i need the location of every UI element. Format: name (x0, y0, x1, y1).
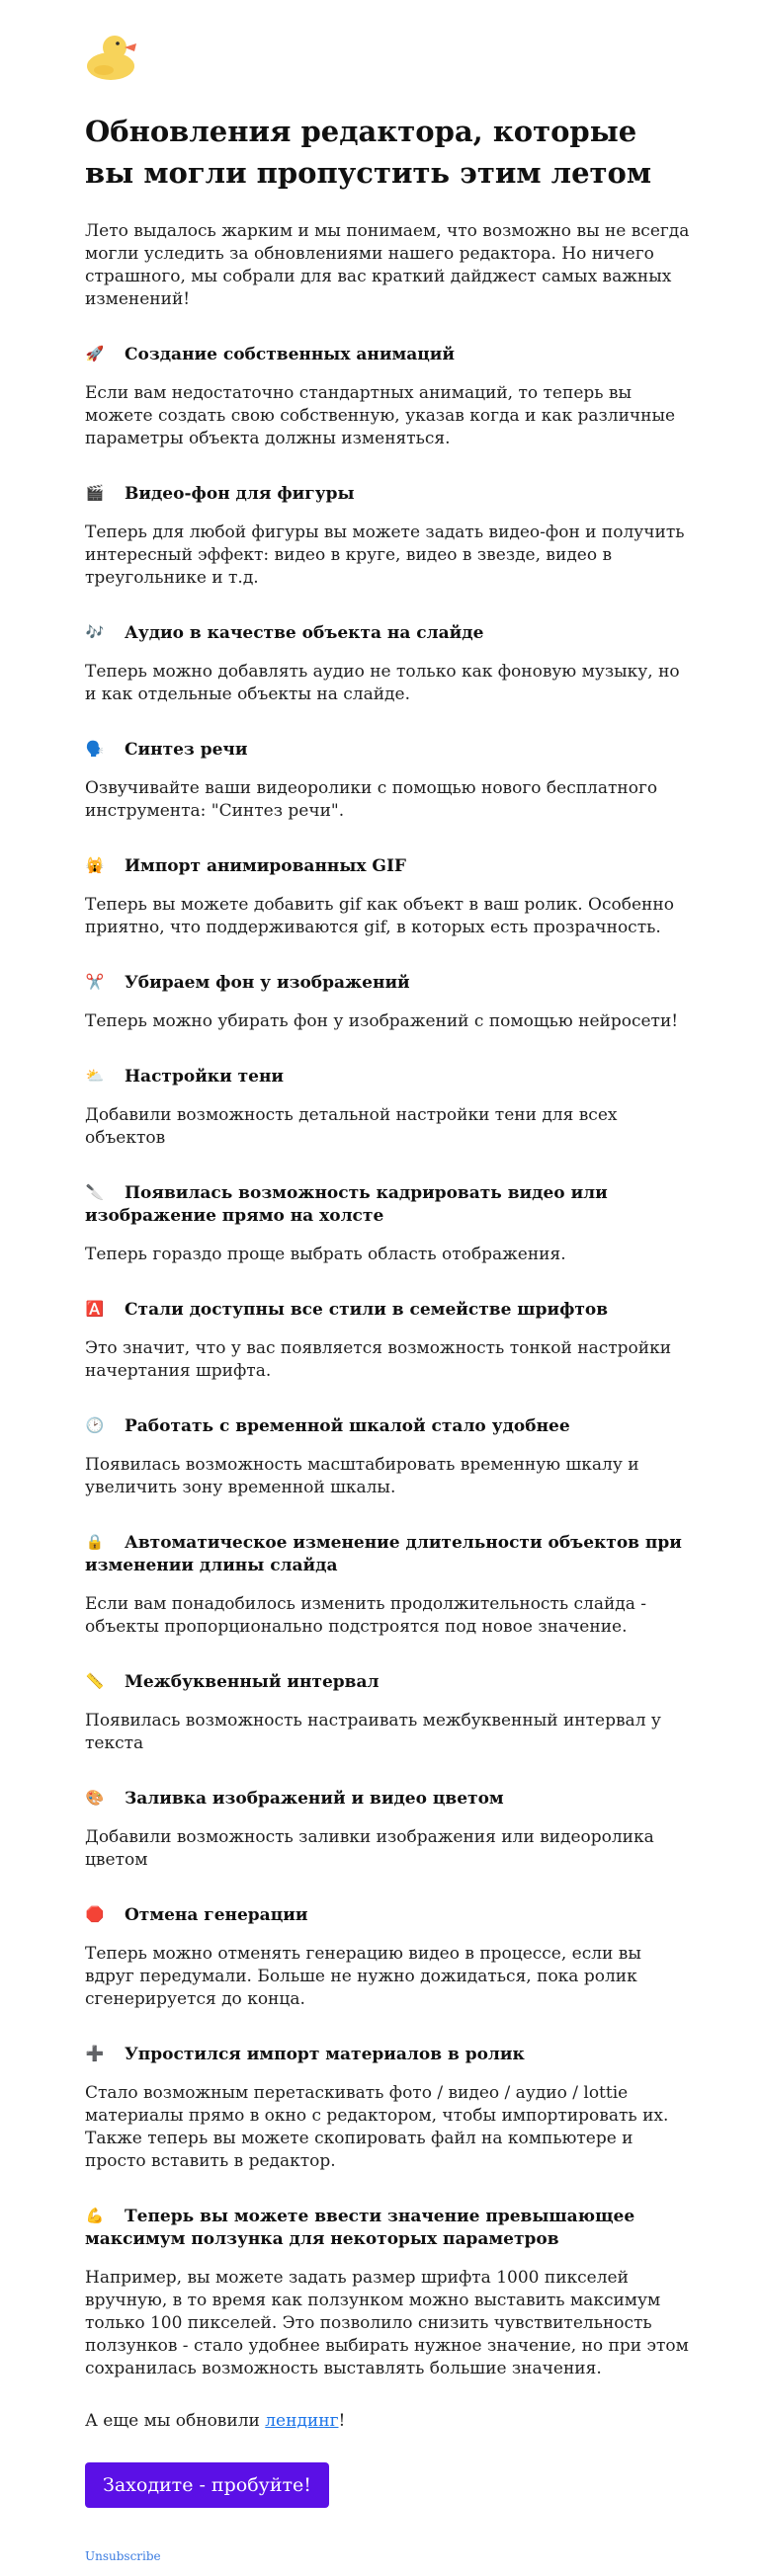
section-title (85, 855, 690, 878)
palette-icon: 🎨 (85, 1789, 105, 1807)
section-text: Теперь гораздо проще выбрать область отображения. (85, 1245, 566, 1264)
section-title (85, 2044, 690, 2066)
section-title-text: Появилась возможность кадрировать видео или изображение прямо на холсте (85, 1183, 608, 1226)
section-simplified-import (85, 2044, 690, 2173)
landing-note-suffix: ! (338, 2411, 346, 2431)
section-text: Появилась возможность настраивать межбуквенный интервал у текста (85, 1711, 661, 1753)
rocket-icon: 🚀 (85, 345, 105, 362)
section-title-text: Аудио в качестве объекта на слайде (125, 623, 484, 643)
music-notes-icon: 🎶 (85, 623, 105, 641)
section-title (85, 1532, 690, 1577)
letter-a-icon: 🅰️ (85, 1300, 105, 1318)
section-text: Теперь можно убирать фон у изображений с помощью нейросети! (85, 1011, 679, 1031)
sun-cloud-icon: ⛅ (85, 1067, 105, 1085)
section-title (85, 1415, 690, 1438)
section-gif-import (85, 855, 690, 939)
section-audio-object (85, 622, 690, 706)
section-title (85, 1182, 690, 1228)
section-title-text: Заливка изображений и видео цветом (125, 1789, 504, 1809)
stop-sign-icon: 🛑 (85, 1905, 105, 1923)
section-title-text: Отмена генерации (125, 1905, 308, 1925)
section-text: Стало возможным перетаскивать фото / видео / аудио / lottie материалы прямо в окно с редактором, чтобы импортировать их. Также теперь вы можете скопировать файл на компьютере и просто вставить в редактор. (85, 2083, 669, 2171)
duck-logo-icon (85, 32, 140, 81)
section-speech-synthesis (85, 739, 690, 823)
section-title-text: Убираем фон у изображений (125, 973, 410, 993)
section-title-text: Импорт анимированных GIF (125, 856, 406, 876)
section-text: Добавили возможность заливки изображения или видеоролика цветом (85, 1827, 654, 1870)
section-title (85, 739, 690, 762)
email-content (85, 32, 690, 2564)
section-text: Появилась возможность масштабировать временную шкалу и увеличить зону временной шкалы. (85, 1455, 639, 1497)
section-slider-over-max (85, 2206, 690, 2380)
section-title (85, 1904, 690, 1927)
unsubscribe-link[interactable]: Unsubscribe (85, 2549, 161, 2563)
section-title-text: Видео-фон для фигуры (125, 484, 355, 504)
section-background-removal (85, 972, 690, 1033)
page-title: Обновления редактора, которые вы могли пропустить этим летом (85, 115, 652, 190)
speaking-head-icon: 🗣️ (85, 740, 105, 758)
clock-icon: 🕑 (85, 1416, 105, 1434)
section-timeline (85, 1415, 690, 1499)
section-title-text: Стали доступны все стили в семействе шрифтов (125, 1300, 609, 1320)
landing-note-prefix: А еще мы обновили (85, 2411, 266, 2431)
section-title (85, 1299, 690, 1322)
surprised-cat-icon: 🙀 (85, 856, 105, 874)
section-letter-spacing (85, 1671, 690, 1755)
section-title-text: Автоматическое изменение длительности объектов при изменении длины слайда (85, 1533, 682, 1575)
section-crop-on-canvas (85, 1182, 690, 1266)
section-title (85, 1671, 690, 1694)
section-title (85, 622, 690, 645)
section-title (85, 344, 690, 366)
section-title (85, 2206, 690, 2251)
scissors-icon: ✂️ (85, 973, 105, 991)
flexed-biceps-icon: 💪 (85, 2207, 105, 2224)
section-text: Теперь для любой фигуры вы можете задать видео-фон и получить интересный эффект: видео в круге, видео в звезде, видео в треугольнике и т.д. (85, 523, 685, 588)
landing-note (85, 2410, 690, 2433)
section-text: Это значит, что у вас появляется возможность тонкой настройки начертания шрифта. (85, 1338, 672, 1381)
section-font-styles (85, 1299, 690, 1383)
update-sections (85, 344, 690, 2380)
section-title (85, 972, 690, 995)
lock-icon: 🔒 (85, 1533, 105, 1551)
section-text: Теперь вы можете добавить gif как объект в ваш ролик. Особенно приятно, что поддерживаются gif, в которых есть прозрачность. (85, 895, 674, 937)
section-shadow-settings (85, 1066, 690, 1150)
landing-link[interactable]: лендинг (265, 2411, 339, 2431)
try-it-button[interactable]: Заходите - пробуйте! (85, 2462, 329, 2508)
section-title-text: Синтез речи (125, 740, 248, 760)
section-title-text: Межбуквенный интервал (125, 1672, 380, 1692)
section-title-text: Создание собственных анимаций (125, 345, 455, 364)
intro-paragraph: Лето выдалось жарким и мы понимаем, что возможно вы не всегда могли уследить за обновлениями нашего редактора. Но ничего страшного, мы собрали для вас краткий дайджест самых важных изменений! (85, 221, 690, 309)
section-title-text: Теперь вы можете ввести значение превышающее максимум ползунка для некоторых параметров (85, 2207, 635, 2249)
section-custom-animations (85, 344, 690, 450)
section-title-text: Упростился импорт материалов в ролик (125, 2045, 525, 2064)
section-text: Теперь можно добавлять аудио не только как фоновую музыку, но и как отдельные объекты на слайде. (85, 662, 680, 704)
section-text: Теперь можно отменять генерацию видео в процессе, если вы вдруг передумали. Больше не нужно дожидаться, пока ролик сгенерируется до конца. (85, 1944, 641, 2009)
section-text: Добавили возможность детальной настройки тени для всех объектов (85, 1105, 618, 1148)
section-title (85, 1066, 690, 1088)
knife-icon: 🔪 (85, 1183, 105, 1201)
section-text: Если вам понадобилось изменить продолжительность слайда - объекты пропорционально подстроятся под новое значение. (85, 1594, 647, 1637)
section-title (85, 1788, 690, 1811)
section-text: Озвучивайте ваши видеоролики с помощью нового бесплатного инструмента: "Синтез речи". (85, 778, 658, 821)
clapper-board-icon: 🎬 (85, 484, 105, 502)
section-title-text: Настройки тени (125, 1067, 285, 1087)
section-title (85, 483, 690, 506)
section-video-background (85, 483, 690, 590)
section-text: Если вам недостаточно стандартных анимаций, то теперь вы можете создать свою собственную, указав когда и как различные параметры объекта должны изменяться. (85, 383, 676, 448)
section-auto-duration (85, 1532, 690, 1639)
section-cancel-generation (85, 1904, 690, 2011)
ruler-icon: 📏 (85, 1672, 105, 1690)
section-color-fill (85, 1788, 690, 1872)
section-title-text: Работать с временной шкалой стало удобнее (125, 1416, 570, 1436)
section-text: Например, вы можете задать размер шрифта 1000 пикселей вручную, в то время как ползунком можно выставить максимум только 100 пикселей. Это позволило снизить чувствительность ползунков - стало удобнее выбирать нужное значение, но при этом сохранилась возможность выставлять большие значения. (85, 2268, 689, 2378)
plus-icon: ➕ (85, 2045, 105, 2062)
